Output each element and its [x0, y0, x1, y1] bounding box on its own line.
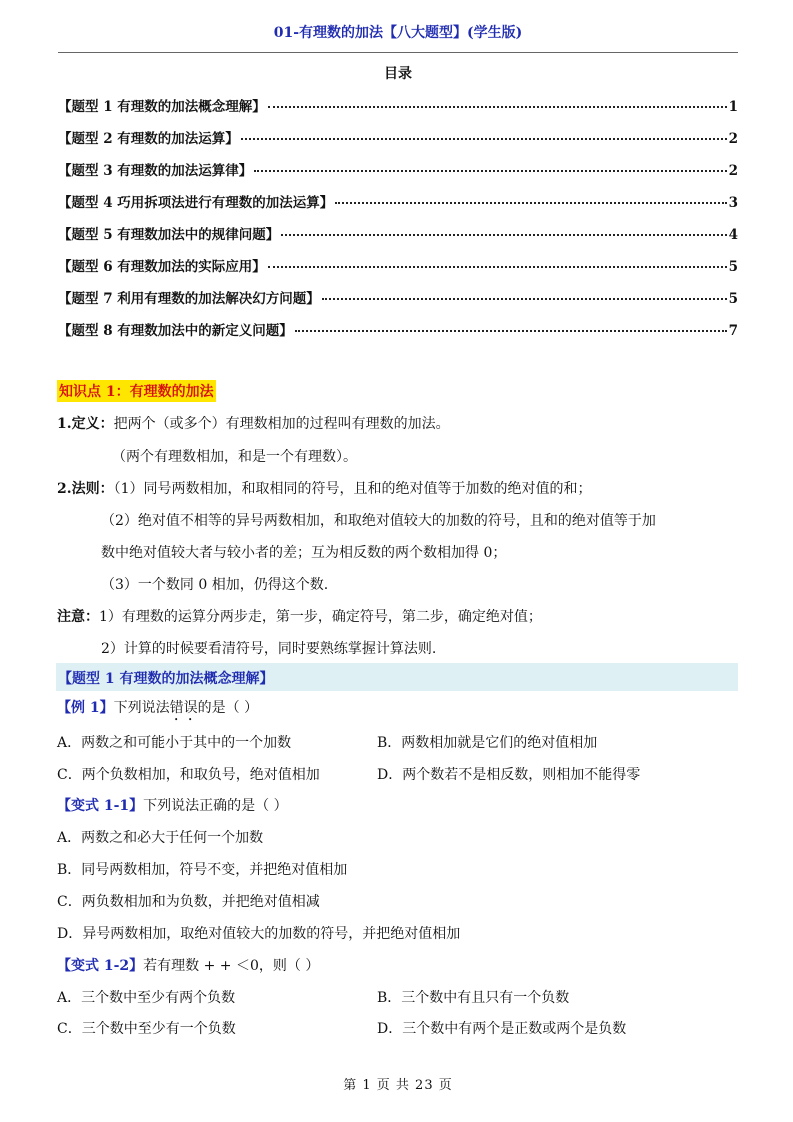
variant-1-1-label: 【变式 1-1】 — [57, 798, 144, 814]
page-footer: 第 1 页 共 23 页 — [343, 1078, 453, 1093]
rule-line-1 — [57, 478, 592, 498]
toc-dot-leader — [268, 256, 727, 268]
toc-item-page: 5 — [728, 291, 738, 307]
toc-dot-leader — [322, 288, 727, 300]
toc-item-2[interactable] — [58, 127, 738, 159]
toc-item-3[interactable] — [58, 159, 738, 191]
toc-item-label: 【题型 8 有理数加法中的新定义问题】 — [58, 323, 293, 339]
section-header-bar — [56, 663, 738, 691]
toc-title: 目录 — [384, 66, 412, 82]
toc-item-label: 【题型 3 有理数的加法运算律】 — [58, 163, 253, 179]
toc-item-6[interactable] — [58, 255, 738, 287]
definition-label: 1.定义： — [57, 416, 114, 432]
example-1-label: 【例 1】 — [57, 700, 114, 716]
toc-item-page: 4 — [728, 227, 738, 243]
toc-dot-leader — [268, 96, 727, 108]
toc-item-label: 【题型 2 有理数的加法运算】 — [58, 131, 239, 147]
toc-item-page: 2 — [728, 163, 738, 179]
toc-dot-leader — [281, 224, 726, 236]
definition-note: （两个有理数相加，和是一个有理数）。 — [112, 449, 357, 465]
header-divider — [58, 52, 738, 53]
rule-2-line-b: 数中绝对值较大者与较小者的差；互为相反数的两个数相加得 0； — [101, 545, 507, 561]
example-1-stem — [57, 697, 258, 724]
toc-item-page: 2 — [728, 131, 738, 147]
toc-dot-leader — [335, 192, 726, 204]
note-1-text: 1）有理数的运算分两步走，第一步，确定符号，第二步，确定绝对值； — [99, 609, 542, 625]
knowledge-point-title: 知识点 1：有理数的加法 — [57, 380, 216, 402]
toc-item-label: 【题型 1 有理数的加法概念理解】 — [58, 99, 266, 115]
section-title: 【题型 1 有理数的加法概念理解】 — [58, 671, 274, 687]
example-1-stem-pre: 下列说法 — [113, 700, 170, 716]
variant-1-2-option-c[interactable]: C．三个数中至少有一个负数 — [57, 1021, 236, 1037]
variant-1-1-option-b[interactable]: B．同号两数相加，符号不变，并把绝对值相加 — [57, 862, 348, 878]
toc-item-7[interactable] — [58, 287, 738, 319]
toc-item-page: 5 — [728, 259, 738, 275]
variant-1-2-label: 【变式 1-2】 — [57, 958, 144, 974]
toc-item-label: 【题型 6 有理数加法的实际应用】 — [58, 259, 266, 275]
toc-item-page: 3 — [728, 195, 738, 211]
toc-item-1[interactable] — [58, 95, 738, 127]
example-1-option-c[interactable]: C．两个负数相加，和取负号，绝对值相加 — [57, 767, 320, 783]
rule-label: 2.法则： — [57, 481, 114, 497]
note-line-2: 2）计算的时候要看清符号，同时要熟练掌握计算法则. — [101, 641, 437, 657]
variant-1-2-option-b[interactable]: B．三个数中有且只有一个负数 — [377, 990, 570, 1006]
toc-item-8[interactable] — [58, 319, 738, 351]
note-line-1 — [57, 606, 542, 626]
rule-3-line: （3）一个数同 0 相加，仍得这个数. — [101, 577, 329, 593]
toc-item-label: 【题型 7 利用有理数的加法解决幻方问题】 — [58, 291, 320, 307]
variant-1-1-stem — [57, 795, 288, 815]
toc-item-label: 【题型 4 巧用拆项法进行有理数的加法运算】 — [58, 195, 334, 211]
variant-1-1-option-d[interactable]: D．异号两数相加，取绝对值较大的加数的符号，并把绝对值相加 — [57, 926, 461, 942]
table-of-contents — [58, 95, 738, 351]
variant-1-1-option-c[interactable]: C．两负数相加和为负数，并把绝对值相减 — [57, 894, 320, 910]
variant-1-1-stem-text: 下列说法正确的是（ ） — [143, 798, 288, 814]
definition-line — [57, 413, 450, 433]
rule-1-text: （1）同号两数相加，和取相同的符号，且和的绝对值等于加数的绝对值的和； — [113, 481, 592, 497]
variant-1-2-stem — [57, 955, 319, 975]
definition-text: 把两个（或多个）有理数相加的过程叫有理数的加法。 — [113, 416, 450, 432]
toc-dot-leader — [241, 128, 727, 140]
toc-item-page: 7 — [728, 323, 738, 339]
example-1-option-a[interactable]: A．两数之和可能小于其中的一个加数 — [57, 735, 292, 751]
toc-dot-leader — [295, 320, 727, 332]
example-1-option-b[interactable]: B．两数相加就是它们的绝对值相加 — [377, 735, 598, 751]
toc-item-4[interactable] — [58, 191, 738, 223]
example-1-stem-emphasis: 错误 — [169, 700, 198, 716]
variant-1-2-stem-text: 若有理数 + + ＜0，则（ ） — [143, 958, 320, 974]
variant-1-2-option-a[interactable]: A．三个数中至少有两个负数 — [57, 990, 236, 1006]
variant-1-1-option-a[interactable]: A．两数之和必大于任何一个加数 — [57, 830, 264, 846]
page-header-title: 01-有理数的加法【八大题型】(学生版) — [273, 25, 523, 41]
toc-item-5[interactable] — [58, 223, 738, 255]
example-1-stem-post: 的是（ ） — [197, 700, 259, 716]
note-label: 注意： — [57, 609, 99, 625]
toc-item-label: 【题型 5 有理数加法中的规律问题】 — [58, 227, 280, 243]
example-1-option-d[interactable]: D．两个数若不是相反数，则相加不能得零 — [377, 767, 641, 783]
toc-item-page: 1 — [728, 99, 738, 115]
variant-1-2-option-d[interactable]: D．三个数中有两个是正数或两个是负数 — [377, 1021, 627, 1037]
rule-2-line-a: （2）绝对值不相等的异号两数相加，和取绝对值较大的加数的符号，且和的绝对值等于加 — [101, 513, 656, 529]
toc-dot-leader — [254, 160, 726, 172]
